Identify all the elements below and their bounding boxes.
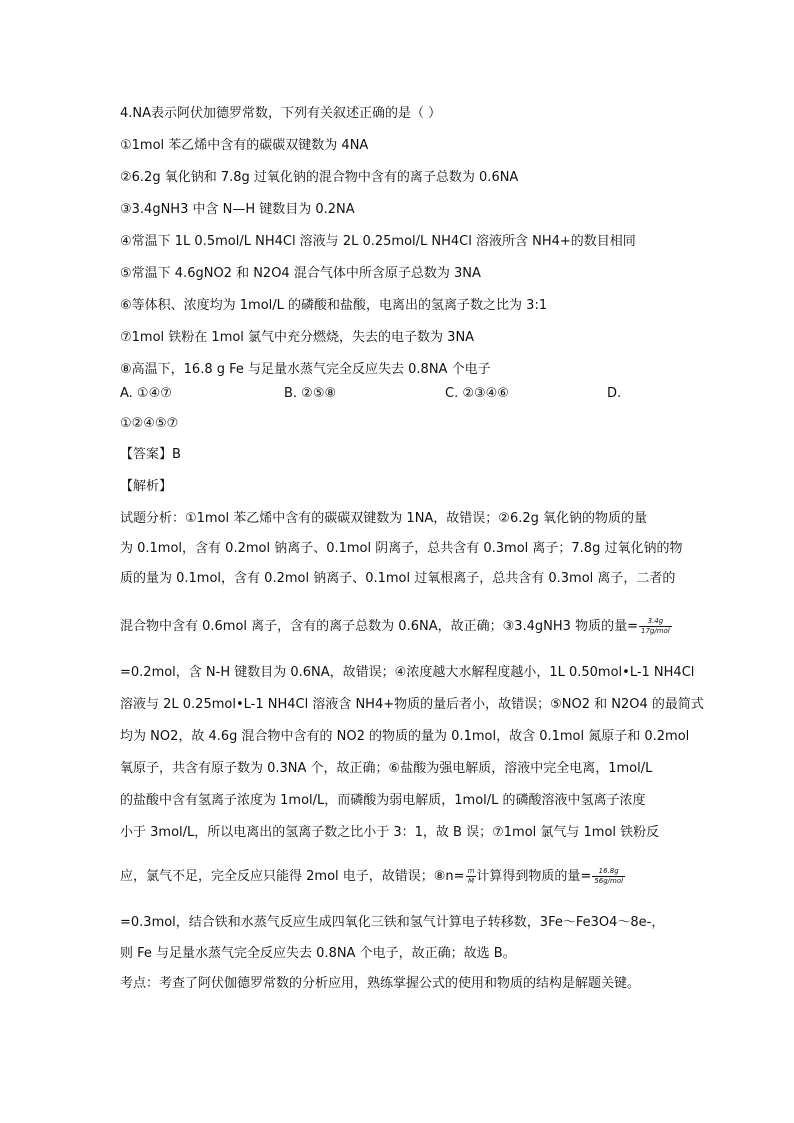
option-d-continued: ①②④⑤⑦ [120, 416, 179, 431]
fraction-denominator: 56g/mol [594, 877, 624, 885]
analysis-line-4 [120, 617, 672, 637]
fraction-numerator: m [467, 867, 475, 875]
analysis-line-11-text-a: 应，氯气不足，完全反应只能得 2mol 电子，故错误；⑧n= [120, 869, 465, 884]
answer-label: 【答案】B [120, 447, 181, 462]
analysis-line-11 [120, 867, 625, 887]
statement-7: ⑦1mol 铁粉在 1mol 氯气中充分燃烧，失去的电子数为 3NA [120, 330, 475, 345]
option-a: A. ①④⑦ [120, 386, 172, 401]
analysis-line-13: 则 Fe 与足量水蒸气完全反应失去 0.8NA 个电子，故正确；故选 B。 [120, 946, 516, 961]
fraction-denominator: M [466, 876, 477, 886]
statement-8: ⑧高温下，16.8 g Fe 与足量水蒸气完全反应失去 0.8NA 个电子 [120, 362, 491, 377]
analysis-line-3: 质的量为 0.1mol，含有 0.2mol 钠离子、0.1mol 过氧根离子，总共含有 0.3mol 离子，二者的 [120, 571, 676, 586]
option-c: C. ②③④⑥ [445, 386, 509, 401]
fraction-numerator: 16.8g [598, 867, 619, 875]
option-d: D. [607, 386, 622, 401]
statement-6: ⑥等体积、浓度均为 1mol/L 的磷酸和盐酸，电离出的氢离子数之比为 3:1 [120, 298, 548, 313]
analysis-line-6: 溶液与 2L 0.25mol•L-1 NH4Cl 溶液含 NH4+物质的量后者小，故错误；⑤NO2 和 N2O4 的最简式 [120, 697, 704, 712]
fraction-16-8g-over-56g-mol [592, 867, 625, 886]
fraction-denominator: 17g/mol [640, 627, 670, 635]
analysis-line-9: 的盐酸中含有氢离子浓度为 1mol/L，而磷酸为弱电解质，1mol/L 的磷酸溶液中氢离子浓度 [120, 793, 646, 808]
option-b: B. ②⑤⑧ [284, 386, 337, 401]
analysis-line-4-text: 混合物中含有 0.6mol 离子，含有的离子总数为 0.6NA，故正确；③3.4gNH3 物质的量= [120, 619, 638, 634]
question-stem: 4.NA表示阿伏加德罗常数，下列有关叙述正确的是（ ） [120, 106, 442, 121]
statement-5: ⑤常温下 4.6gNO2 和 N2O4 混合气体中所含原子总数为 3NA [120, 266, 481, 281]
analysis-line-11-text-b: 计算得到物质的量= [476, 869, 592, 884]
fraction-3-4g-over-17g-mol [639, 617, 672, 636]
statement-2: ②6.2g 氧化钠和 7.8g 过氧化钠的混合物中含有的离子总数为 0.6NA [120, 170, 519, 185]
fraction-numerator: 3.4g [647, 617, 664, 625]
statement-1: ①1mol 苯乙烯中含有的碳碳双键数为 4NA [120, 138, 369, 153]
statement-4: ④常温下 1L 0.5mol/L NH4Cl 溶液与 2L 0.25mol/L NH4Cl 溶液所含 NH4+的数目相同 [120, 234, 636, 249]
analysis-line-1: 试题分析：①1mol 苯乙烯中含有的碳碳双键数为 1NA，故错误；②6.2g 氧化钠的物质的量 [120, 511, 648, 526]
analysis-line-7: 均为 NO2，故 4.6g 混合物中含有的 NO2 的物质的量为 0.1mol，故含 0.1mol 氮原子和 0.2mol [120, 729, 690, 744]
analysis-line-10: 小于 3mol/L，所以电离出的氢离子数之比小于 3：1，故 B 误；⑦1mol 氯气与 1mol 铁粉反 [120, 825, 660, 840]
analysis-line-8: 氧原子，共含有原子数为 0.3NA 个，故正确；⑥盐酸为强电解质，溶液中完全电离，1mol/L [120, 761, 653, 776]
analysis-line-12: =0.3mol，结合铁和水蒸气反应生成四氧化三铁和氢气计算电子转移数，3Fe～Fe3O4～8e-， [120, 915, 665, 930]
analysis-line-2: 为 0.1mol，含有 0.2mol 钠离子、0.1mol 阴离子，总共含有 0.3mol 离子；7.8g 过氧化钠的物 [120, 541, 683, 556]
analysis-heading: 【解析】 [120, 479, 173, 494]
analysis-key-point: 考点：考查了阿伏伽德罗常数的分析应用，熟练掌握公式的使用和物质的结构是解题关键。 [120, 976, 641, 991]
analysis-line-5: =0.2mol，含 N-H 键数目为 0.6NA，故错误；④浓度越大水解程度越小，1L 0.50mol•L-1 NH4Cl [120, 665, 695, 680]
fraction-m-over-M [466, 867, 477, 886]
statement-3: ③3.4gNH3 中含 N—H 键数目为 0.2NA [120, 202, 355, 217]
